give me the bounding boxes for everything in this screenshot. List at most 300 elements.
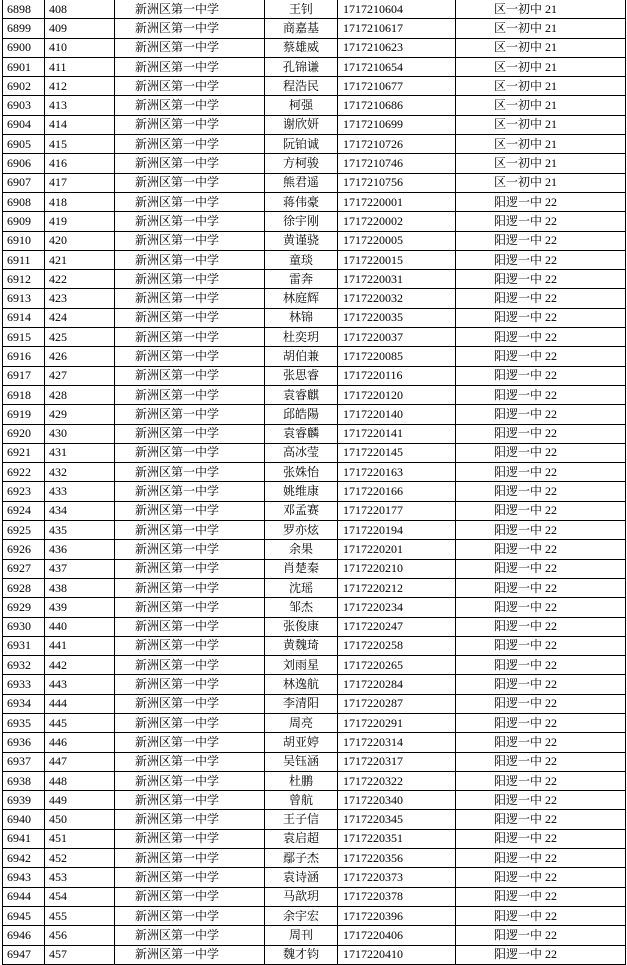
cell-student-id: 1717220284 (338, 675, 456, 694)
cell-student-name: 林锦 (265, 308, 338, 327)
table-row (3, 752, 626, 771)
table-row (3, 270, 626, 289)
cell-number: 417 (45, 173, 115, 192)
cell-student-id: 1717220037 (338, 328, 456, 347)
table-row (3, 656, 626, 675)
cell-class: 区一初中 21 (456, 154, 626, 173)
cell-number: 412 (45, 77, 115, 96)
cell-class: 阳逻一中 22 (456, 559, 626, 578)
cell-school: 新洲区第一中学 (115, 926, 265, 945)
cell-school: 新洲区第一中学 (115, 385, 265, 404)
cell-sequence: 6916 (3, 347, 45, 366)
cell-number: 445 (45, 713, 115, 732)
cell-sequence: 6932 (3, 656, 45, 675)
cell-student-id: 1717220166 (338, 482, 456, 501)
cell-sequence: 6923 (3, 482, 45, 501)
cell-student-name: 吴钰涵 (265, 752, 338, 771)
cell-sequence: 6925 (3, 521, 45, 540)
cell-student-name: 张姝怡 (265, 463, 338, 482)
student-list-table (2, 0, 626, 965)
table-row (3, 77, 626, 96)
cell-class: 阳逻一中 22 (456, 250, 626, 269)
cell-student-name: 张俊康 (265, 617, 338, 636)
cell-student-name: 黄魏琦 (265, 636, 338, 655)
cell-class: 阳逻一中 22 (456, 385, 626, 404)
cell-student-id: 1717220116 (338, 366, 456, 385)
cell-number: 449 (45, 791, 115, 810)
cell-number: 418 (45, 192, 115, 211)
table-row (3, 57, 626, 76)
cell-class: 区一初中 21 (456, 135, 626, 154)
cell-number: 435 (45, 521, 115, 540)
cell-class: 阳逻一中 22 (456, 829, 626, 848)
cell-student-name: 曾航 (265, 791, 338, 810)
cell-class: 阳逻一中 22 (456, 521, 626, 540)
cell-student-id: 1717220120 (338, 385, 456, 404)
cell-school: 新洲区第一中学 (115, 173, 265, 192)
cell-school: 新洲区第一中学 (115, 906, 265, 925)
cell-student-name: 高冰莹 (265, 443, 338, 462)
table-row (3, 135, 626, 154)
cell-student-name: 孔锦谦 (265, 57, 338, 76)
cell-number: 454 (45, 887, 115, 906)
cell-school: 新洲区第一中学 (115, 96, 265, 115)
cell-school: 新洲区第一中学 (115, 231, 265, 250)
cell-school: 新洲区第一中学 (115, 694, 265, 713)
cell-sequence: 6941 (3, 829, 45, 848)
cell-student-name: 袁诗涵 (265, 868, 338, 887)
cell-student-name: 杜奕玥 (265, 328, 338, 347)
cell-class: 阳逻一中 22 (456, 212, 626, 231)
cell-student-name: 林逸航 (265, 675, 338, 694)
table-row (3, 675, 626, 694)
cell-sequence: 6903 (3, 96, 45, 115)
cell-student-id: 1717220001 (338, 192, 456, 211)
cell-school: 新洲区第一中学 (115, 945, 265, 964)
cell-sequence: 6904 (3, 115, 45, 134)
cell-student-name: 袁睿麟 (265, 424, 338, 443)
cell-student-id: 1717210699 (338, 115, 456, 134)
cell-student-id: 1717220210 (338, 559, 456, 578)
cell-class: 区一初中 21 (456, 0, 626, 19)
cell-student-id: 1717220212 (338, 578, 456, 597)
cell-student-id: 1717220322 (338, 771, 456, 790)
cell-school: 新洲区第一中学 (115, 405, 265, 424)
cell-student-name: 马歆玥 (265, 887, 338, 906)
cell-sequence: 6910 (3, 231, 45, 250)
cell-number: 447 (45, 752, 115, 771)
cell-class: 区一初中 21 (456, 19, 626, 38)
cell-sequence: 6944 (3, 887, 45, 906)
cell-student-name: 刘雨星 (265, 656, 338, 675)
cell-student-id: 1717220005 (338, 231, 456, 250)
table-row (3, 482, 626, 501)
table-row (3, 829, 626, 848)
cell-sequence: 6911 (3, 250, 45, 269)
table-row (3, 521, 626, 540)
cell-class: 阳逻一中 22 (456, 617, 626, 636)
table-row (3, 578, 626, 597)
table-row (3, 617, 626, 636)
cell-number: 415 (45, 135, 115, 154)
cell-school: 新洲区第一中学 (115, 752, 265, 771)
cell-number: 410 (45, 38, 115, 57)
cell-school: 新洲区第一中学 (115, 829, 265, 848)
cell-student-name: 徐宇刚 (265, 212, 338, 231)
cell-class: 阳逻一中 22 (456, 771, 626, 790)
table-row (3, 463, 626, 482)
cell-number: 448 (45, 771, 115, 790)
cell-student-id: 1717220201 (338, 540, 456, 559)
cell-class: 阳逻一中 22 (456, 906, 626, 925)
cell-sequence: 6930 (3, 617, 45, 636)
cell-number: 422 (45, 270, 115, 289)
cell-sequence: 6915 (3, 328, 45, 347)
cell-class: 区一初中 21 (456, 57, 626, 76)
cell-school: 新洲区第一中学 (115, 559, 265, 578)
table-row (3, 733, 626, 752)
cell-school: 新洲区第一中学 (115, 154, 265, 173)
cell-sequence: 6937 (3, 752, 45, 771)
cell-class: 阳逻一中 22 (456, 636, 626, 655)
cell-sequence: 6938 (3, 771, 45, 790)
cell-number: 433 (45, 482, 115, 501)
cell-sequence: 6940 (3, 810, 45, 829)
cell-student-id: 1717220410 (338, 945, 456, 964)
cell-class: 阳逻一中 22 (456, 328, 626, 347)
cell-number: 443 (45, 675, 115, 694)
cell-student-id: 1717220396 (338, 906, 456, 925)
cell-student-name: 邱皓陽 (265, 405, 338, 424)
table-row (3, 192, 626, 211)
cell-sequence: 6929 (3, 598, 45, 617)
cell-school: 新洲区第一中学 (115, 115, 265, 134)
cell-class: 阳逻一中 22 (456, 463, 626, 482)
cell-student-name: 谢欣妍 (265, 115, 338, 134)
table-row (3, 19, 626, 38)
cell-student-name: 肖楚秦 (265, 559, 338, 578)
cell-student-id: 1717220031 (338, 270, 456, 289)
cell-sequence: 6908 (3, 192, 45, 211)
cell-student-id: 1717220356 (338, 849, 456, 868)
cell-student-id: 1717220340 (338, 791, 456, 810)
cell-student-name: 袁启超 (265, 829, 338, 848)
cell-class: 阳逻一中 22 (456, 192, 626, 211)
cell-student-name: 李清阳 (265, 694, 338, 713)
table-row (3, 849, 626, 868)
cell-sequence: 6914 (3, 308, 45, 327)
cell-class: 阳逻一中 22 (456, 501, 626, 520)
cell-class: 阳逻一中 22 (456, 945, 626, 964)
cell-school: 新洲区第一中学 (115, 771, 265, 790)
cell-student-name: 蔡雄威 (265, 38, 338, 57)
cell-sequence: 6924 (3, 501, 45, 520)
cell-school: 新洲区第一中学 (115, 250, 265, 269)
cell-student-name: 熊君遥 (265, 173, 338, 192)
cell-school: 新洲区第一中学 (115, 308, 265, 327)
cell-sequence: 6942 (3, 849, 45, 868)
cell-student-name: 蒋伟豪 (265, 192, 338, 211)
cell-sequence: 6909 (3, 212, 45, 231)
cell-sequence: 6905 (3, 135, 45, 154)
cell-class: 阳逻一中 22 (456, 231, 626, 250)
cell-sequence: 6901 (3, 57, 45, 76)
cell-student-name: 方柯骏 (265, 154, 338, 173)
cell-school: 新洲区第一中学 (115, 675, 265, 694)
cell-sequence: 6919 (3, 405, 45, 424)
table-row (3, 694, 626, 713)
cell-sequence: 6926 (3, 540, 45, 559)
cell-student-id: 1717210726 (338, 135, 456, 154)
cell-student-id: 1717210604 (338, 0, 456, 19)
cell-student-name: 罗亦炫 (265, 521, 338, 540)
cell-school: 新洲区第一中学 (115, 443, 265, 462)
cell-student-name: 程浩民 (265, 77, 338, 96)
cell-class: 阳逻一中 22 (456, 308, 626, 327)
cell-sequence: 6898 (3, 0, 45, 19)
cell-school: 新洲区第一中学 (115, 540, 265, 559)
cell-sequence: 6913 (3, 289, 45, 308)
cell-number: 436 (45, 540, 115, 559)
cell-number: 444 (45, 694, 115, 713)
cell-class: 阳逻一中 22 (456, 405, 626, 424)
cell-student-id: 1717220032 (338, 289, 456, 308)
cell-student-name: 周刊 (265, 926, 338, 945)
cell-class: 阳逻一中 22 (456, 347, 626, 366)
cell-student-name: 杜鹏 (265, 771, 338, 790)
cell-number: 409 (45, 19, 115, 38)
cell-student-id: 1717220163 (338, 463, 456, 482)
cell-class: 阳逻一中 22 (456, 694, 626, 713)
cell-school: 新洲区第一中学 (115, 636, 265, 655)
cell-school: 新洲区第一中学 (115, 77, 265, 96)
cell-sequence: 6935 (3, 713, 45, 732)
cell-sequence: 6900 (3, 38, 45, 57)
table-row (3, 424, 626, 443)
cell-class: 阳逻一中 22 (456, 289, 626, 308)
cell-student-name: 魏才钧 (265, 945, 338, 964)
cell-student-id: 1717220140 (338, 405, 456, 424)
cell-school: 新洲区第一中学 (115, 578, 265, 597)
cell-student-id: 1717220247 (338, 617, 456, 636)
cell-student-id: 1717220351 (338, 829, 456, 848)
cell-student-id: 1717220258 (338, 636, 456, 655)
cell-student-id: 1717220378 (338, 887, 456, 906)
cell-school: 新洲区第一中学 (115, 501, 265, 520)
cell-class: 区一初中 21 (456, 77, 626, 96)
cell-class: 阳逻一中 22 (456, 270, 626, 289)
cell-student-id: 1717220373 (338, 868, 456, 887)
cell-number: 440 (45, 617, 115, 636)
cell-student-id: 1717220314 (338, 733, 456, 752)
cell-student-id: 1717210756 (338, 173, 456, 192)
cell-student-id: 1717220265 (338, 656, 456, 675)
table-row (3, 945, 626, 964)
cell-student-name: 姚维康 (265, 482, 338, 501)
cell-sequence: 6920 (3, 424, 45, 443)
cell-student-id: 1717210746 (338, 154, 456, 173)
cell-student-name: 沈瑶 (265, 578, 338, 597)
table-row (3, 713, 626, 732)
cell-class: 阳逻一中 22 (456, 713, 626, 732)
cell-student-id: 1717220015 (338, 250, 456, 269)
table-row (3, 810, 626, 829)
table-row (3, 501, 626, 520)
cell-student-name: 王子信 (265, 810, 338, 829)
cell-number: 441 (45, 636, 115, 655)
cell-student-id: 1717220145 (338, 443, 456, 462)
cell-school: 新洲区第一中学 (115, 212, 265, 231)
cell-sequence: 6906 (3, 154, 45, 173)
cell-student-id: 1717220177 (338, 501, 456, 520)
cell-sequence: 6922 (3, 463, 45, 482)
cell-school: 新洲区第一中学 (115, 19, 265, 38)
cell-number: 431 (45, 443, 115, 462)
cell-number: 452 (45, 849, 115, 868)
table-row (3, 771, 626, 790)
table-row (3, 173, 626, 192)
cell-number: 457 (45, 945, 115, 964)
cell-class: 阳逻一中 22 (456, 366, 626, 385)
cell-sequence: 6946 (3, 926, 45, 945)
cell-school: 新洲区第一中学 (115, 521, 265, 540)
cell-student-id: 1717220002 (338, 212, 456, 231)
cell-number: 424 (45, 308, 115, 327)
cell-student-id: 1717220345 (338, 810, 456, 829)
cell-sequence: 6933 (3, 675, 45, 694)
cell-number: 442 (45, 656, 115, 675)
cell-student-name: 王钊 (265, 0, 338, 19)
cell-number: 453 (45, 868, 115, 887)
cell-number: 437 (45, 559, 115, 578)
table-row (3, 906, 626, 925)
cell-student-name: 胡亚婷 (265, 733, 338, 752)
cell-sequence: 6945 (3, 906, 45, 925)
cell-school: 新洲区第一中学 (115, 733, 265, 752)
cell-number: 419 (45, 212, 115, 231)
cell-number: 416 (45, 154, 115, 173)
cell-school: 新洲区第一中学 (115, 366, 265, 385)
cell-number: 434 (45, 501, 115, 520)
cell-school: 新洲区第一中学 (115, 347, 265, 366)
cell-number: 451 (45, 829, 115, 848)
cell-school: 新洲区第一中学 (115, 57, 265, 76)
cell-student-name: 阮铂诚 (265, 135, 338, 154)
cell-school: 新洲区第一中学 (115, 810, 265, 829)
table-row (3, 405, 626, 424)
table-row (3, 926, 626, 945)
cell-number: 425 (45, 328, 115, 347)
cell-number: 446 (45, 733, 115, 752)
cell-student-id: 1717210686 (338, 96, 456, 115)
table-row (3, 328, 626, 347)
cell-school: 新洲区第一中学 (115, 482, 265, 501)
table-row (3, 289, 626, 308)
cell-student-id: 1717220291 (338, 713, 456, 732)
cell-class: 阳逻一中 22 (456, 868, 626, 887)
cell-number: 429 (45, 405, 115, 424)
table-row (3, 38, 626, 57)
cell-student-id: 1717220406 (338, 926, 456, 945)
cell-school: 新洲区第一中学 (115, 135, 265, 154)
table-row (3, 231, 626, 250)
table-row (3, 366, 626, 385)
cell-student-name: 雷奔 (265, 270, 338, 289)
cell-class: 阳逻一中 22 (456, 887, 626, 906)
cell-number: 420 (45, 231, 115, 250)
table-row (3, 115, 626, 134)
cell-number: 426 (45, 347, 115, 366)
cell-sequence: 6917 (3, 366, 45, 385)
cell-school: 新洲区第一中学 (115, 424, 265, 443)
table-row (3, 212, 626, 231)
cell-student-name: 黄谨骁 (265, 231, 338, 250)
cell-sequence: 6934 (3, 694, 45, 713)
cell-number: 428 (45, 385, 115, 404)
cell-student-name: 余宇宏 (265, 906, 338, 925)
cell-class: 区一初中 21 (456, 115, 626, 134)
cell-school: 新洲区第一中学 (115, 598, 265, 617)
cell-student-name: 余果 (265, 540, 338, 559)
cell-school: 新洲区第一中学 (115, 38, 265, 57)
cell-number: 413 (45, 96, 115, 115)
cell-class: 阳逻一中 22 (456, 482, 626, 501)
cell-sequence: 6921 (3, 443, 45, 462)
cell-sequence: 6912 (3, 270, 45, 289)
cell-student-name: 柯强 (265, 96, 338, 115)
cell-class: 阳逻一中 22 (456, 810, 626, 829)
cell-school: 新洲区第一中学 (115, 289, 265, 308)
table-row (3, 154, 626, 173)
cell-sequence: 6927 (3, 559, 45, 578)
cell-student-id: 1717220085 (338, 347, 456, 366)
cell-number: 408 (45, 0, 115, 19)
cell-student-id: 1717220194 (338, 521, 456, 540)
cell-student-id: 1717220317 (338, 752, 456, 771)
cell-number: 430 (45, 424, 115, 443)
table-body (3, 0, 626, 964)
table-row (3, 887, 626, 906)
cell-school: 新洲区第一中学 (115, 868, 265, 887)
cell-sequence: 6947 (3, 945, 45, 964)
cell-student-name: 林庭辉 (265, 289, 338, 308)
table-row (3, 347, 626, 366)
cell-number: 421 (45, 250, 115, 269)
cell-sequence: 6936 (3, 733, 45, 752)
table-row (3, 791, 626, 810)
cell-school: 新洲区第一中学 (115, 270, 265, 289)
cell-class: 阳逻一中 22 (456, 675, 626, 694)
cell-school: 新洲区第一中学 (115, 656, 265, 675)
cell-school: 新洲区第一中学 (115, 328, 265, 347)
cell-student-id: 1717210617 (338, 19, 456, 38)
cell-school: 新洲区第一中学 (115, 617, 265, 636)
cell-number: 450 (45, 810, 115, 829)
cell-class: 阳逻一中 22 (456, 540, 626, 559)
cell-number: 455 (45, 906, 115, 925)
cell-sequence: 6943 (3, 868, 45, 887)
cell-class: 区一初中 21 (456, 173, 626, 192)
cell-class: 区一初中 21 (456, 96, 626, 115)
cell-student-name: 袁睿麒 (265, 385, 338, 404)
table-row (3, 308, 626, 327)
table-row (3, 96, 626, 115)
cell-class: 阳逻一中 22 (456, 656, 626, 675)
cell-number: 427 (45, 366, 115, 385)
cell-number: 456 (45, 926, 115, 945)
cell-student-id: 1717220287 (338, 694, 456, 713)
cell-student-name: 胡伯兼 (265, 347, 338, 366)
